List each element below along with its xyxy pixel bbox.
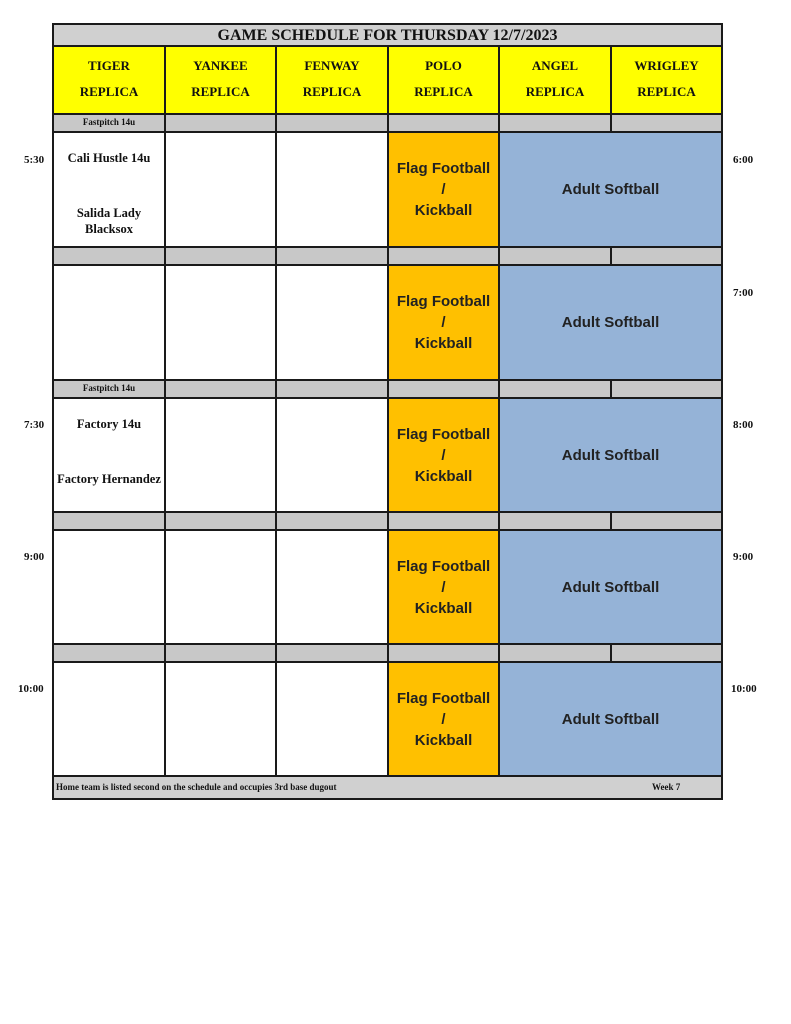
field-header-fenway bbox=[277, 47, 389, 115]
division-label bbox=[54, 513, 166, 531]
game-cell-fenway bbox=[277, 266, 389, 381]
separator-cell bbox=[500, 513, 612, 531]
separator-cell bbox=[389, 248, 500, 266]
event-label: / bbox=[441, 181, 446, 198]
game-cell-yankee bbox=[166, 399, 277, 513]
field-name: POLO bbox=[425, 58, 462, 73]
game-cell-fenway bbox=[277, 531, 389, 645]
event-label: Flag Football bbox=[396, 557, 491, 575]
event-label: Kickball bbox=[414, 467, 473, 485]
event-label: Adult Softball bbox=[561, 578, 660, 596]
separator-cell bbox=[277, 381, 389, 399]
schedule-title: GAME SCHEDULE FOR THURSDAY 12/7/2023 bbox=[54, 25, 721, 47]
field-header-wrigley bbox=[612, 47, 721, 115]
start-time-label: 5:30 bbox=[24, 154, 45, 166]
team-name: Factory 14u bbox=[76, 417, 142, 431]
separator-cell bbox=[500, 248, 612, 266]
game-cell-fenway bbox=[277, 399, 389, 513]
separator-cell bbox=[389, 381, 500, 399]
event-label: Adult Softball bbox=[561, 710, 660, 728]
separator-cell bbox=[277, 248, 389, 266]
field-name: YANKEE bbox=[193, 58, 248, 73]
division-label: Fastpitch 14u bbox=[54, 381, 166, 399]
separator-cell bbox=[612, 381, 721, 399]
end-time-label: 8:00 bbox=[733, 419, 754, 431]
event-label: Kickball bbox=[414, 335, 473, 352]
game-cell-tiger bbox=[54, 266, 166, 381]
game-cell-tiger bbox=[54, 133, 166, 248]
end-time-label: 10:00 bbox=[731, 683, 757, 695]
game-cell-tiger bbox=[54, 531, 166, 645]
separator-cell bbox=[612, 115, 721, 133]
division-label: Fastpitch 14u bbox=[54, 115, 166, 133]
schedule-footer bbox=[54, 777, 721, 798]
end-time-label: 9:00 bbox=[733, 551, 754, 563]
game-cell-fenway bbox=[277, 133, 389, 248]
field-subtitle: REPLICA bbox=[414, 84, 473, 99]
footer-note: Home team is listed second on the schedule and occupies 3rd base dugout bbox=[56, 782, 337, 792]
team-name: Factory Hernandez bbox=[57, 472, 161, 486]
field-name: FENWAY bbox=[304, 58, 360, 73]
event-label: / bbox=[441, 446, 446, 464]
event-label: Flag Football bbox=[396, 425, 491, 443]
field-name: TIGER bbox=[88, 58, 130, 73]
team-name: Cali Hustle 14u bbox=[67, 151, 151, 165]
adult-softball-cell bbox=[500, 531, 721, 645]
separator-cell bbox=[500, 645, 612, 663]
separator-cell bbox=[166, 381, 277, 399]
end-time-label: 6:00 bbox=[733, 154, 754, 166]
separator-cell bbox=[500, 381, 612, 399]
game-cell-fenway bbox=[277, 663, 389, 777]
flag-football-kickball-cell bbox=[389, 399, 500, 513]
field-subtitle: REPLICA bbox=[302, 84, 362, 99]
game-cell-tiger bbox=[54, 399, 166, 513]
field-header-yankee bbox=[166, 47, 277, 115]
event-label: / bbox=[441, 710, 446, 728]
flag-football-kickball-cell bbox=[389, 663, 500, 777]
event-label: Flag Football bbox=[396, 293, 491, 310]
field-header-polo bbox=[389, 47, 500, 115]
flag-football-kickball-cell bbox=[389, 133, 500, 248]
division-label bbox=[54, 248, 166, 266]
field-subtitle: REPLICA bbox=[79, 84, 139, 99]
separator-cell bbox=[612, 645, 721, 663]
field-name: ANGEL bbox=[531, 58, 579, 73]
event-label: Kickball bbox=[414, 731, 473, 749]
separator-cell bbox=[277, 645, 389, 663]
separator-cell bbox=[166, 513, 277, 531]
game-cell-yankee bbox=[166, 531, 277, 645]
start-time-label: 9:00 bbox=[24, 551, 45, 563]
separator-cell bbox=[166, 115, 277, 133]
separator-cell bbox=[277, 513, 389, 531]
event-label: Kickball bbox=[414, 202, 473, 219]
adult-softball-cell bbox=[500, 133, 721, 248]
adult-softball-cell bbox=[500, 399, 721, 513]
adult-softball-cell bbox=[500, 266, 721, 381]
division-label bbox=[54, 645, 166, 663]
separator-cell bbox=[166, 248, 277, 266]
event-label: Adult Softball bbox=[561, 314, 660, 331]
event-label: / bbox=[441, 578, 446, 596]
game-cell-tiger bbox=[54, 663, 166, 777]
separator-cell bbox=[612, 248, 721, 266]
field-subtitle: REPLICA bbox=[191, 84, 250, 99]
week-label: Week 7 bbox=[652, 782, 681, 792]
event-label: Flag Football bbox=[396, 160, 491, 177]
separator-cell bbox=[389, 513, 500, 531]
flag-football-kickball-cell bbox=[389, 531, 500, 645]
game-cell-yankee bbox=[166, 133, 277, 248]
flag-football-kickball-cell bbox=[389, 266, 500, 381]
adult-softball-cell bbox=[500, 663, 721, 777]
game-cell-yankee bbox=[166, 663, 277, 777]
field-header-tiger bbox=[54, 47, 166, 115]
separator-cell bbox=[500, 115, 612, 133]
separator-cell bbox=[612, 513, 721, 531]
event-label: Adult Softball bbox=[561, 181, 660, 198]
end-time-label: 7:00 bbox=[733, 287, 754, 299]
separator-cell bbox=[277, 115, 389, 133]
event-label: / bbox=[441, 314, 446, 331]
field-header-angel bbox=[500, 47, 612, 115]
field-subtitle: REPLICA bbox=[637, 84, 696, 99]
separator-cell bbox=[166, 645, 277, 663]
field-subtitle: REPLICA bbox=[525, 84, 585, 99]
game-cell-yankee bbox=[166, 266, 277, 381]
schedule-table bbox=[52, 23, 723, 800]
team-name: Salida Lady Blacksox bbox=[76, 206, 142, 236]
event-label: Kickball bbox=[414, 599, 473, 617]
start-time-label: 10:00 bbox=[18, 683, 44, 695]
separator-cell bbox=[389, 645, 500, 663]
separator-cell bbox=[389, 115, 500, 133]
start-time-label: 7:30 bbox=[24, 419, 45, 431]
field-name: WRIGLEY bbox=[634, 58, 699, 73]
event-label: Adult Softball bbox=[561, 446, 660, 464]
event-label: Flag Football bbox=[396, 689, 491, 707]
